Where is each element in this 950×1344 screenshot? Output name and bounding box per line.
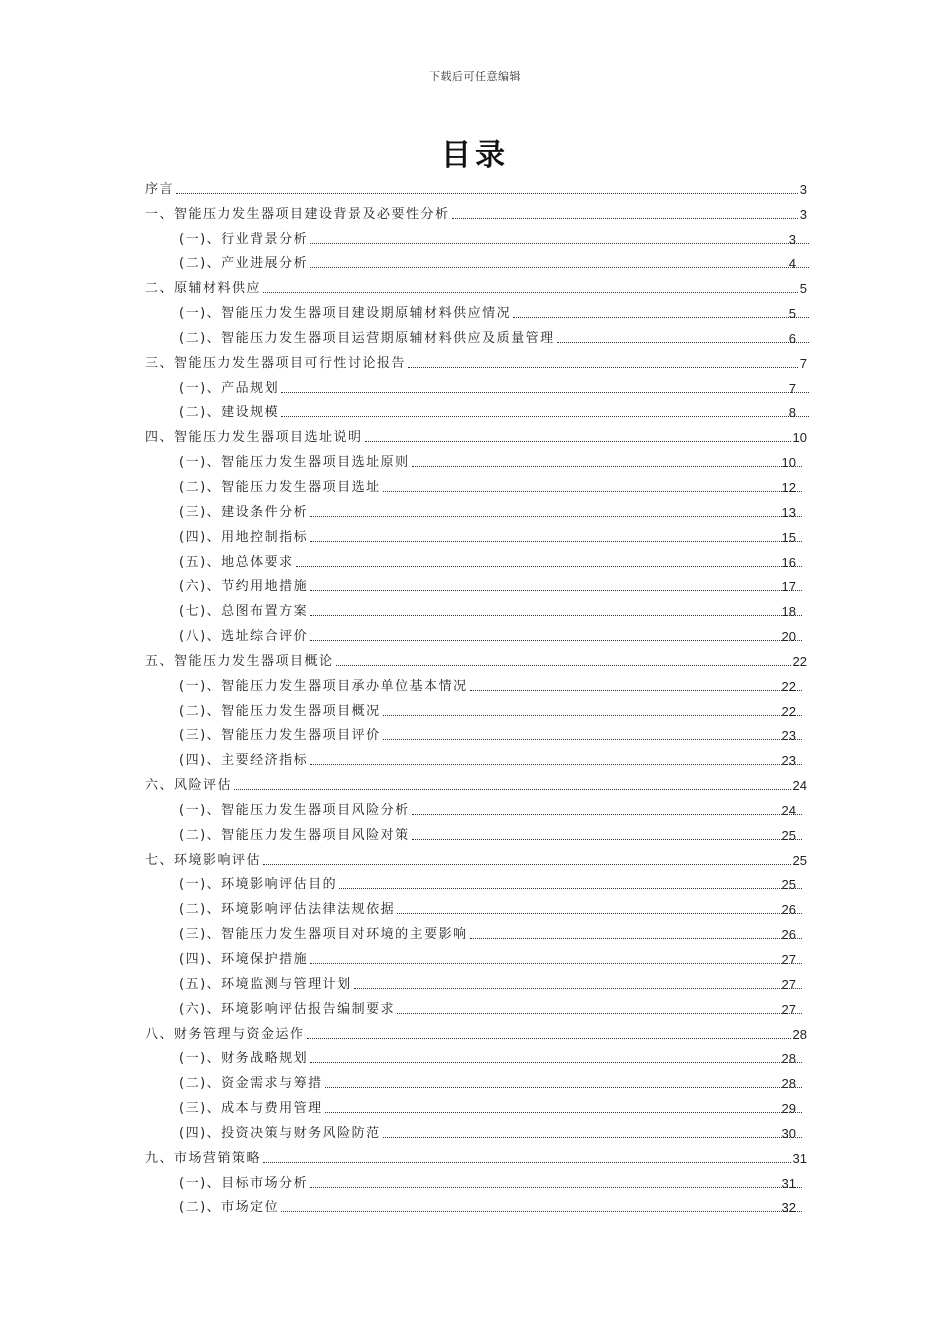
toc-entry-section[interactable]	[145, 919, 807, 944]
toc-entry-section[interactable]	[145, 497, 807, 522]
toc-dot-leader	[470, 938, 802, 939]
toc-dot-leader	[412, 466, 802, 467]
toc-entry-chapter[interactable]	[145, 770, 807, 795]
toc-dot-leader	[383, 491, 802, 492]
toc-entry-chapter[interactable]	[145, 646, 807, 671]
toc-entry-chapter[interactable]	[145, 845, 807, 870]
toc-entry-chapter[interactable]	[145, 1019, 807, 1044]
toc-entry-label: (六)、环境影响评估报告编制要求	[179, 1001, 396, 1017]
toc-entry-section[interactable]	[145, 671, 807, 696]
toc-dot-leader	[310, 1187, 801, 1188]
toc-dot-leader	[452, 218, 798, 219]
toc-page-number: 6	[788, 330, 796, 346]
toc-entry-section[interactable]	[145, 696, 807, 721]
toc-dot-leader	[383, 739, 802, 740]
toc-page-number: 29	[781, 1101, 796, 1117]
toc-dot-leader	[234, 789, 791, 790]
toc-page-number: 30	[781, 1125, 796, 1141]
toc-dot-leader	[310, 243, 809, 244]
toc-entry-section[interactable]	[145, 522, 807, 547]
toc-entry-label: (一)、智能压力发生器项目风险分析	[179, 802, 410, 818]
toc-page-number: 28	[781, 1076, 796, 1092]
toc-entry-label: (四)、主要经济指标	[179, 753, 309, 769]
toc-entry-chapter[interactable]	[145, 1143, 807, 1168]
toc-entry-label: (二)、智能压力发生器项目运营期原辅材料供应及质量管理	[179, 330, 555, 346]
toc-entry-label: (二)、建设规模	[179, 405, 280, 421]
toc-entry-chapter[interactable]	[145, 174, 807, 199]
toc-entry-label: (二)、产业进展分析	[179, 256, 309, 272]
toc-entry-label: (七)、总图布置方案	[179, 604, 309, 620]
toc-entry-section[interactable]	[145, 621, 807, 646]
toc-entry-label: 七、环境影响评估	[145, 852, 262, 868]
toc-page-number: 31	[781, 1175, 796, 1191]
toc-entry-section[interactable]	[145, 249, 807, 274]
toc-entry-section[interactable]	[145, 398, 807, 423]
toc-dot-leader	[281, 416, 809, 417]
toc-page-number: 22	[781, 678, 796, 694]
toc-dot-leader	[310, 516, 801, 517]
toc-dot-leader	[310, 267, 809, 268]
toc-dot-leader	[325, 1087, 802, 1088]
toc-page-number: 8	[788, 405, 796, 421]
toc-page-number: 27	[781, 976, 796, 992]
toc-page-number: 13	[781, 504, 796, 520]
toc-entry-section[interactable]	[145, 1118, 807, 1143]
toc-dot-leader	[412, 814, 802, 815]
toc-dot-leader	[412, 839, 802, 840]
toc-dot-leader	[310, 615, 801, 616]
toc-page-number: 32	[781, 1200, 796, 1216]
toc-entry-label: (四)、投资决策与财务风险防范	[179, 1125, 381, 1141]
toc-entry-section[interactable]	[145, 994, 807, 1019]
toc-page-number: 26	[781, 927, 796, 943]
toc-page-number: 10	[792, 430, 807, 446]
toc-dot-leader	[513, 317, 809, 318]
toc-page-number: 15	[781, 529, 796, 545]
toc-page-number: 26	[781, 902, 796, 918]
toc-entry-section[interactable]	[145, 1193, 807, 1218]
toc-entry-label: (一)、智能压力发生器项目承办单位基本情况	[179, 678, 468, 694]
toc-page-number: 7	[799, 355, 807, 371]
toc-entry-label: (二)、环境影响评估法律法规依据	[179, 902, 396, 918]
toc-entry-section[interactable]	[145, 323, 807, 348]
toc-entry-label: 八、财务管理与资金运作	[145, 1026, 305, 1042]
toc-entry-label: (一)、产品规划	[179, 380, 280, 396]
toc-entry-label: 序言	[145, 181, 175, 197]
toc-entry-section[interactable]	[145, 224, 807, 249]
toc-page-number: 22	[781, 703, 796, 719]
toc-entry-label: 三、智能压力发生器项目可行性讨论报告	[145, 355, 407, 371]
toc-page-number: 25	[792, 852, 807, 868]
toc-page-number: 17	[781, 579, 796, 595]
toc-page-number: 4	[788, 256, 796, 272]
toc-dot-leader	[310, 590, 801, 591]
toc-page-number: 23	[781, 753, 796, 769]
toc-entry-label: (三)、成本与费用管理	[179, 1101, 323, 1117]
toc-entry-chapter[interactable]	[145, 199, 807, 224]
toc-dot-leader	[310, 640, 801, 641]
toc-entry-label: 二、原辅材料供应	[145, 281, 262, 297]
toc-entry-section[interactable]	[145, 298, 807, 323]
page-header-note: 下载后可任意编辑	[429, 70, 521, 83]
toc-page-number: 25	[781, 877, 796, 893]
toc-entry-label: (三)、智能压力发生器项目评价	[179, 728, 381, 744]
toc-dot-leader	[310, 764, 801, 765]
toc-dot-leader	[365, 441, 791, 442]
toc-entry-label: (五)、环境监测与管理计划	[179, 976, 352, 992]
toc-page-number: 27	[781, 1001, 796, 1017]
toc-entry-section[interactable]	[145, 745, 807, 770]
toc-entry-label: (一)、目标市场分析	[179, 1175, 309, 1191]
toc-dot-leader	[307, 1038, 791, 1039]
toc-dot-leader	[281, 1211, 801, 1212]
toc-entry-section[interactable]	[145, 1168, 807, 1193]
toc-page-number: 3	[799, 206, 807, 222]
toc-entry-label: (四)、环境保护措施	[179, 952, 309, 967]
toc-entry-label: 六、风险评估	[145, 778, 233, 794]
toc-entry-section[interactable]	[145, 472, 807, 497]
toc-entry-section[interactable]	[145, 596, 807, 621]
toc-entry-label: (一)、智能压力发生器项目建设期原辅材料供应情况	[179, 306, 512, 322]
toc-page-number: 7	[788, 380, 796, 396]
toc-entry-label: 五、智能压力发生器项目概论	[145, 653, 334, 669]
toc-entry-label: (一)、财务战略规划	[179, 1051, 309, 1067]
toc-dot-leader	[310, 963, 801, 964]
toc-dot-leader	[408, 367, 798, 368]
toc-entry-section[interactable]	[145, 373, 807, 398]
toc-entry-label: (一)、智能压力发生器项目选址原则	[179, 455, 410, 471]
toc-entry-section[interactable]	[145, 969, 807, 994]
toc-page-number: 3	[788, 231, 796, 247]
toc-dot-leader	[557, 342, 809, 343]
toc-page-number: 3	[799, 181, 807, 197]
toc-page-number: 24	[781, 802, 796, 818]
toc-dot-leader	[383, 1137, 802, 1138]
toc-entry-label: 九、市场营销策略	[145, 1150, 262, 1166]
table-of-contents	[145, 174, 807, 1217]
toc-dot-leader	[397, 913, 801, 914]
toc-entry-section[interactable]	[145, 721, 807, 746]
toc-dot-leader	[325, 1112, 802, 1113]
toc-page-number: 25	[781, 827, 796, 843]
toc-dot-leader	[336, 665, 791, 666]
toc-entry-section[interactable]	[145, 572, 807, 597]
toc-page-number: 28	[781, 1051, 796, 1067]
toc-title: 目录	[441, 138, 509, 173]
toc-entry-label: (一)、行业背景分析	[179, 231, 309, 247]
toc-dot-leader	[176, 193, 798, 194]
toc-entry-label: (四)、用地控制指标	[179, 529, 309, 545]
toc-dot-leader	[397, 1013, 801, 1014]
toc-page-number: 16	[781, 554, 796, 570]
toc-dot-leader	[263, 864, 791, 865]
toc-entry-section[interactable]	[145, 894, 807, 919]
toc-page-number: 5	[788, 306, 796, 322]
toc-page-number: 5	[799, 281, 807, 297]
toc-entry-chapter[interactable]	[145, 273, 807, 298]
toc-dot-leader	[383, 715, 802, 716]
toc-entry-label: (二)、智能压力发生器项目概况	[179, 703, 381, 719]
toc-dot-leader	[281, 392, 809, 393]
toc-entry-label: (二)、资金需求与筹措	[179, 1076, 323, 1092]
toc-page-number: 23	[781, 728, 796, 744]
toc-entry-label: (三)、智能压力发生器项目对环境的主要影响	[179, 927, 468, 943]
toc-entry-section[interactable]	[145, 1093, 807, 1118]
toc-page-number: 24	[792, 778, 807, 794]
toc-entry-label: (一)、环境影响评估目的	[179, 877, 338, 893]
toc-entry-section[interactable]	[145, 820, 807, 845]
toc-dot-leader	[339, 888, 801, 889]
toc-entry-label: 一、智能压力发生器项目建设背景及必要性分析	[145, 206, 450, 222]
toc-dot-leader	[310, 541, 801, 542]
toc-page-number: 28	[792, 1026, 807, 1042]
toc-entry-section[interactable]	[145, 1044, 807, 1069]
toc-entry-section[interactable]	[145, 547, 807, 572]
toc-page-number: 31	[792, 1150, 807, 1166]
toc-entry-label: (三)、建设条件分析	[179, 504, 309, 520]
toc-entry-label: (六)、节约用地措施	[179, 579, 309, 595]
toc-page-number: 10	[781, 455, 796, 471]
toc-entry-label: (二)、市场定位	[179, 1200, 280, 1216]
toc-entry-chapter[interactable]	[145, 348, 807, 373]
toc-entry-section[interactable]	[145, 795, 807, 820]
toc-dot-leader	[263, 1162, 791, 1163]
toc-entry-label: (二)、智能压力发生器项目风险对策	[179, 827, 410, 843]
toc-page-number: 12	[781, 479, 796, 495]
toc-dot-leader	[296, 566, 802, 567]
toc-page-number: 27	[781, 952, 796, 967]
toc-entry-label: 四、智能压力发生器项目选址说明	[145, 430, 363, 446]
toc-entry-label: (二)、智能压力发生器项目选址	[179, 479, 381, 495]
toc-entry-chapter[interactable]	[145, 422, 807, 447]
toc-entry-label: (八)、选址综合评价	[179, 629, 309, 645]
toc-page-number: 18	[781, 604, 796, 620]
toc-dot-leader	[263, 292, 798, 293]
toc-dot-leader	[470, 690, 802, 691]
toc-entry-section[interactable]	[145, 447, 807, 472]
toc-entry-section[interactable]	[145, 870, 807, 895]
toc-entry-section[interactable]	[145, 1068, 807, 1093]
toc-dot-leader	[310, 1062, 801, 1063]
toc-dot-leader	[354, 988, 802, 989]
toc-page-number: 22	[792, 653, 807, 669]
toc-entry-label: (五)、地总体要求	[179, 554, 294, 570]
toc-entry-section[interactable]	[145, 944, 807, 969]
toc-page-number: 20	[781, 629, 796, 645]
